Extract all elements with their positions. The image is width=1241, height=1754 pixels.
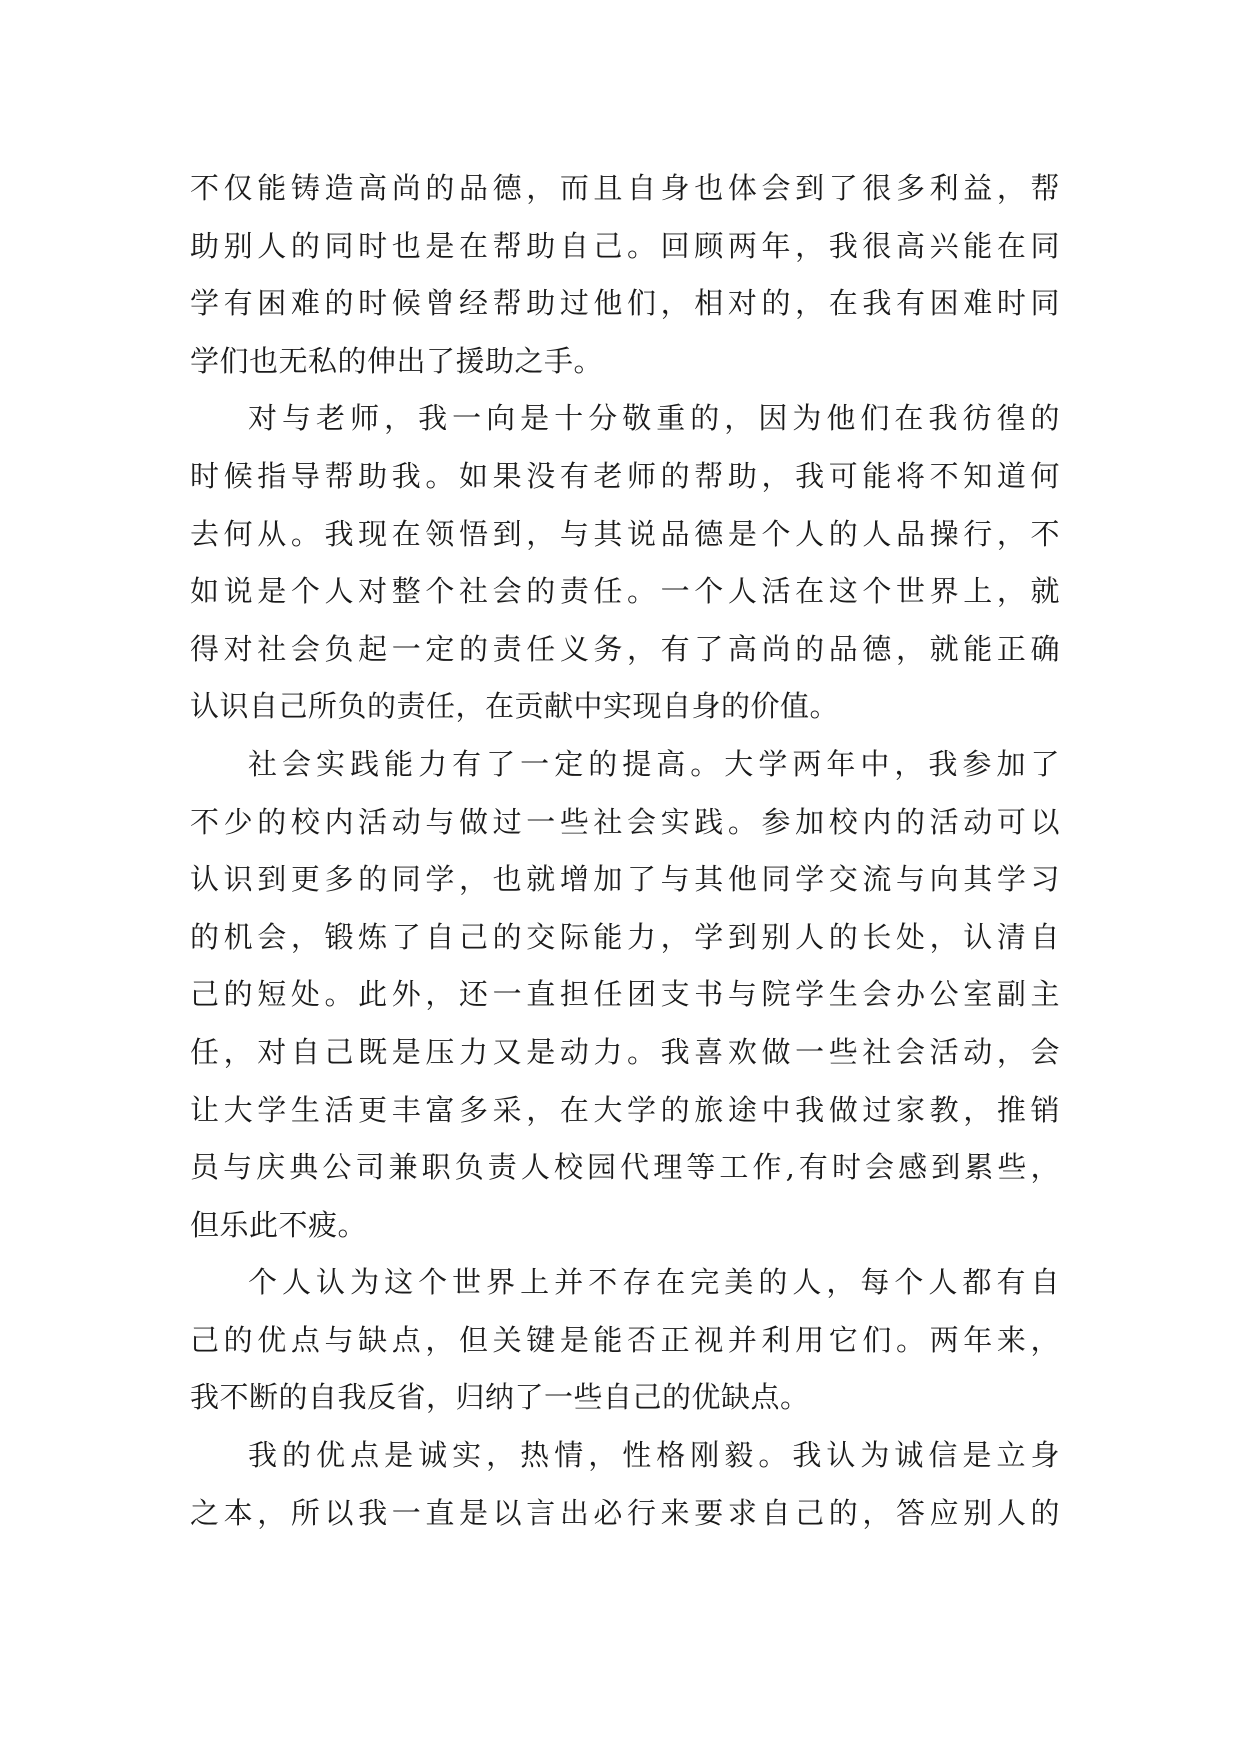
text-line: 学有困难的时候曾经帮助过他们，相对的，在我有困难时同 (190, 286, 1060, 321)
text-line: 员与庆典公司兼职负责人校园代理等工作,有时会感到累些， (190, 1150, 1060, 1185)
text-line: 认识自己所负的责任，在贡献中实现自身的价值。 (190, 689, 840, 724)
text-line: 对与老师，我一向是十分敬重的，因为他们在我彷徨的 (248, 401, 1060, 436)
text-line: 任，对自己既是压力又是动力。我喜欢做一些社会活动，会 (190, 1034, 1060, 1069)
text-line: 己的优点与缺点，但关键是能否正视并利用它们。两年来， (190, 1322, 1060, 1357)
text-line: 个人认为这个世界上并不存在完美的人，每个人都有自 (248, 1265, 1060, 1300)
text-line: 认识到更多的同学，也就增加了与其他同学交流与向其学习 (190, 862, 1060, 897)
text-line: 去何从。我现在领悟到，与其说品德是个人的人品操行，不 (190, 516, 1060, 551)
text-line: 让大学生活更丰富多采，在大学的旅途中我做过家教，推销 (190, 1092, 1060, 1127)
text-line: 不少的校内活动与做过一些社会实践。参加校内的活动可以 (190, 804, 1060, 839)
text-line: 之本，所以我一直是以言出必行来要求自己的，答应别人的 (190, 1495, 1060, 1530)
text-line: 学们也无私的伸出了援助之手。 (190, 343, 604, 378)
text-line: 的机会，锻炼了自己的交际能力，学到别人的长处，认清自 (190, 919, 1060, 954)
text-line: 己的短处。此外，还一直担任团支书与院学生会办公室副主 (190, 977, 1060, 1012)
text-line: 社会实践能力有了一定的提高。大学两年中，我参加了 (248, 746, 1060, 781)
text-line: 但乐此不疲。 (190, 1207, 368, 1242)
text-line: 时候指导帮助我。如果没有老师的帮助，我可能将不知道何 (190, 458, 1060, 493)
text-line: 助别人的同时也是在帮助自己。回顾两年，我很高兴能在同 (190, 228, 1060, 263)
text-line: 得对社会负起一定的责任义务，有了高尚的品德，就能正确 (190, 631, 1060, 666)
text-line: 我不断的自我反省，归纳了一些自己的优缺点。 (190, 1380, 810, 1415)
text-line: 不仅能铸造高尚的品德，而且自身也体会到了很多利益，帮 (190, 171, 1060, 205)
text-line: 如说是个人对整个社会的责任。一个人活在这个世界上，就 (190, 574, 1060, 609)
body-text (190, 160, 1060, 1542)
text-line: 我的优点是诚实，热情，性格刚毅。我认为诚信是立身 (248, 1438, 1060, 1473)
